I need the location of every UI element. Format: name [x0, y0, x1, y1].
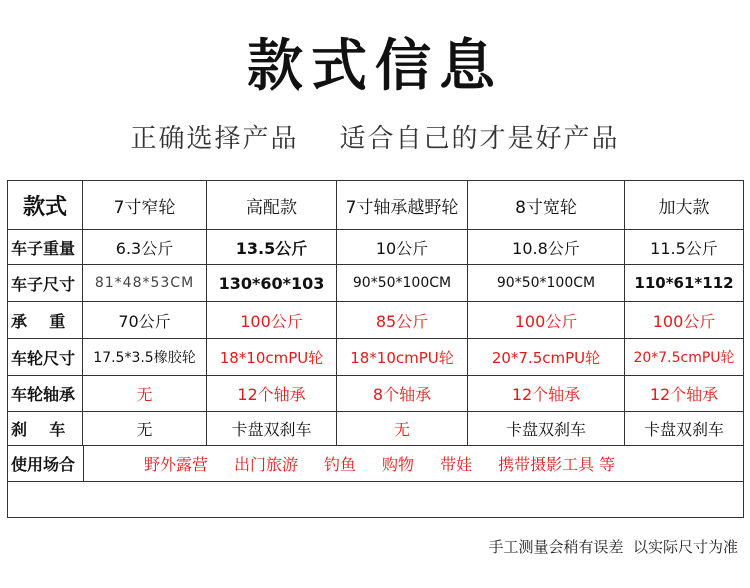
table-cell: 81*48*53CM [94, 275, 195, 291]
table-cell: 10.8公斤 [512, 238, 580, 258]
row-label-brake: 刹 车 [11, 420, 66, 439]
model-header: 8寸宽轮 [515, 197, 577, 218]
row-label-size: 车子尺寸 [11, 274, 76, 294]
table-cell: 18*10cmPU轮 [219, 348, 324, 367]
spec-table [7, 180, 744, 518]
table-cell: 12个轴承 [237, 385, 306, 404]
corner-header: 款式 [22, 194, 67, 220]
table-cell: 卡盘双刹车 [643, 420, 724, 439]
usage-item: 野外露营 [144, 455, 209, 474]
usage-item: 购物 [382, 455, 415, 474]
table-cell: 100公斤 [514, 311, 578, 331]
table-cell: 8个轴承 [372, 385, 432, 404]
table-cell: 卡盘双刹车 [231, 420, 312, 439]
row-label-wheel-size: 车轮尺寸 [11, 348, 76, 368]
usage-item: 带娃 [440, 455, 473, 474]
usage-item: 钓鱼 [324, 455, 357, 474]
table-cell: 12个轴承 [649, 385, 719, 404]
page-subtitle: 正确选择产品 适合自己的才是好产品 [130, 124, 620, 154]
table-cell: 100公斤 [240, 311, 303, 331]
table-cell: 90*50*100CM [352, 275, 452, 291]
usage-item: 出门旅游 [234, 455, 299, 474]
model-header: 7寸窄轮 [113, 197, 176, 218]
row-label-usage: 使用场合 [11, 455, 76, 474]
table-cell: 6.3公斤 [115, 238, 174, 258]
table-cell: 卡盘双刹车 [505, 420, 586, 439]
table-cell: 20*7.5cmPU轮 [491, 348, 601, 367]
table-cell: 17.5*3.5橡胶轮 [93, 350, 196, 366]
row-label-bearings: 车轮轴承 [11, 385, 76, 404]
table-cell: 13.5公斤 [235, 238, 308, 258]
table-cell: 无 [136, 420, 153, 439]
table-cell: 130*60*103 [218, 273, 325, 293]
model-header: 高配款 [246, 197, 297, 218]
measurement-note: 手工测量会稍有误差 以实际尺寸为准 [488, 538, 738, 556]
table-cell: 无 [136, 385, 153, 404]
model-header: 加大款 [658, 197, 710, 218]
row-label-load: 承 重 [11, 311, 66, 331]
usage-scenes [84, 446, 743, 481]
table-cell: 110*61*112 [634, 274, 734, 292]
page-title: 款式信息 [247, 34, 503, 99]
table-cell: 90*50*100CM [496, 275, 596, 291]
table-cell: 85公斤 [375, 311, 429, 331]
table-cell: 10公斤 [375, 238, 429, 258]
table-cell: 100公斤 [652, 311, 716, 331]
table-cell: 无 [393, 420, 410, 439]
table-cell: 20*7.5cmPU轮 [633, 350, 735, 366]
table-cell: 12个轴承 [511, 385, 581, 404]
table-cell: 18*10cmPU轮 [350, 348, 454, 367]
model-header: 7寸轴承越野轮 [345, 197, 459, 218]
table-cell: 11.5公斤 [650, 238, 718, 258]
row-label-weight: 车子重量 [11, 238, 76, 258]
table-cell: 70公斤 [118, 311, 171, 331]
usage-item: 携带摄影工具 等 [498, 455, 616, 474]
